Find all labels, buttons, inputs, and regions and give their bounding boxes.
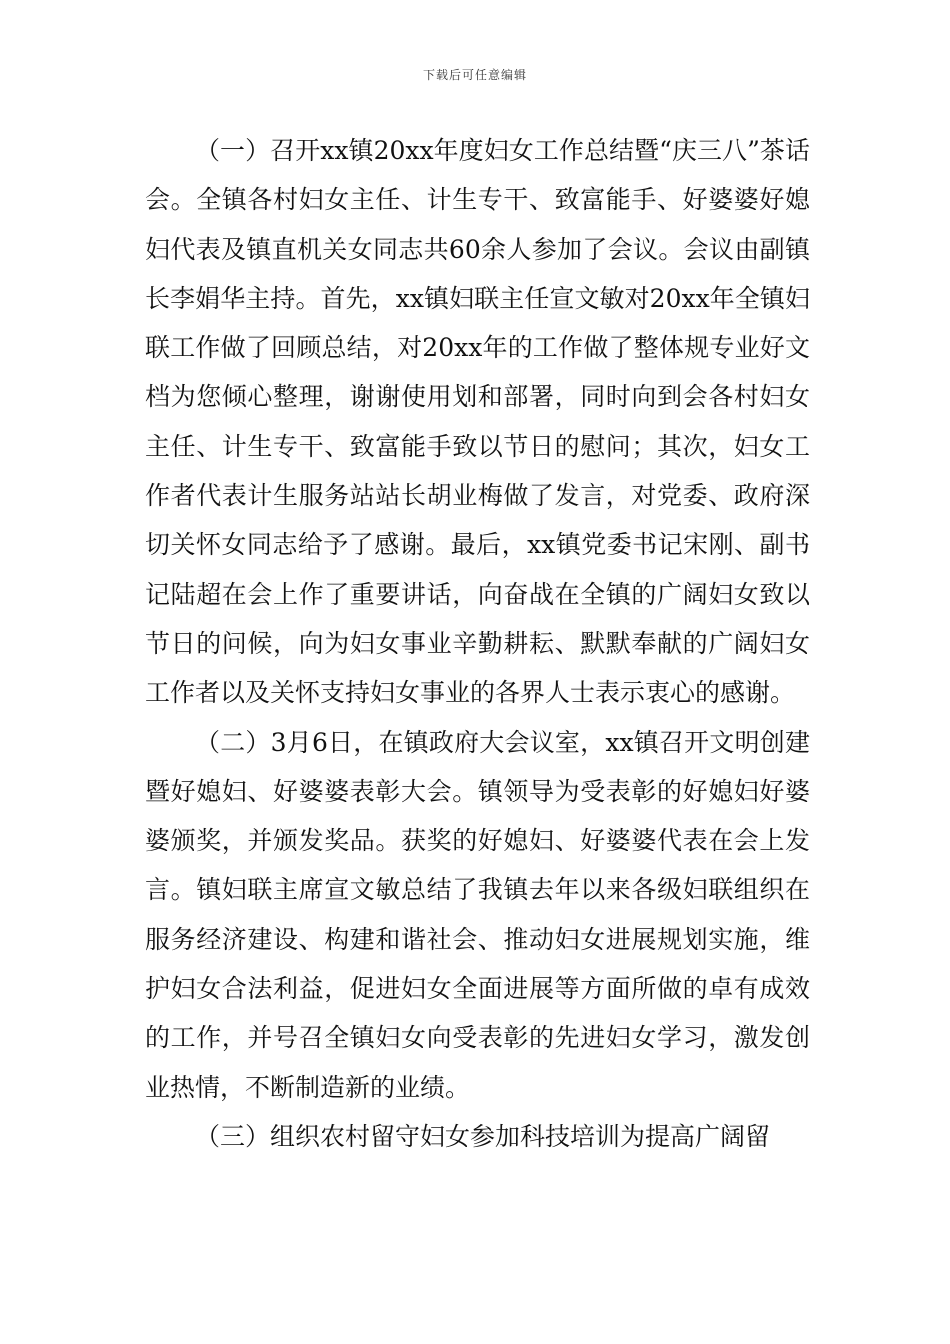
paragraph-3: （三）组织农村留守妇女参加科技培训为提高广阔留	[195, 1121, 771, 1151]
paragraph-1: （一）召开xx镇20xx年度妇女工作总结暨“庆三八”茶话会。全镇各村妇女主任、计生专干、致富能手、好婆婆好媳妇代表及镇直机关女同志共60余人参加了会议。会议由副镇长李娟华主持。首先，xx镇妇联主任宣文敏对20xx年全镇妇联工作做了回顾总结，对20xx年的工作做了整体规专业好文档为您倾心整理，谢谢使用划和部署，同时向到会各村妇女主任、计生专干、致富能手致以节日的慰问；其次，妇女工作者代表计生服务站站长胡业梅做了发言，对党委、政府深切关怀女同志给予了感谢。最后，xx镇党委书记宋刚、副书记陆超在会上作了重要讲话，向奋战在全镇的广阔妇女致以节日的问候，向为妇女事业辛勤耕耘、默默奉献的广阔妇女工作者以及关怀支持妇女事业的各界人士表示衷心的感谢。	[145, 136, 810, 708]
paragraph-2: （二）3月6日，在镇政府大会议室，xx镇召开文明创建暨好媳妇、好婆婆表彰大会。镇领导为受表彰的好媳妇好婆婆颁奖，并颁发奖品。获奖的好媳妇、好婆婆代表在会上发言。镇妇联主席宣文敏总结了我镇去年以来各级妇联组织在服务经济建设、构建和谐社会、推动妇女进展规划实施，维护妇女合法利益，促进妇女全面进展等方面所做的卓有成效的工作，并号召全镇妇女向受表彰的先进妇女学习，激发创业热情，不断制造新的业绩。	[145, 727, 810, 1102]
document-body	[145, 126, 810, 1161]
page-header: 下载后可任意编辑	[422, 68, 527, 82]
